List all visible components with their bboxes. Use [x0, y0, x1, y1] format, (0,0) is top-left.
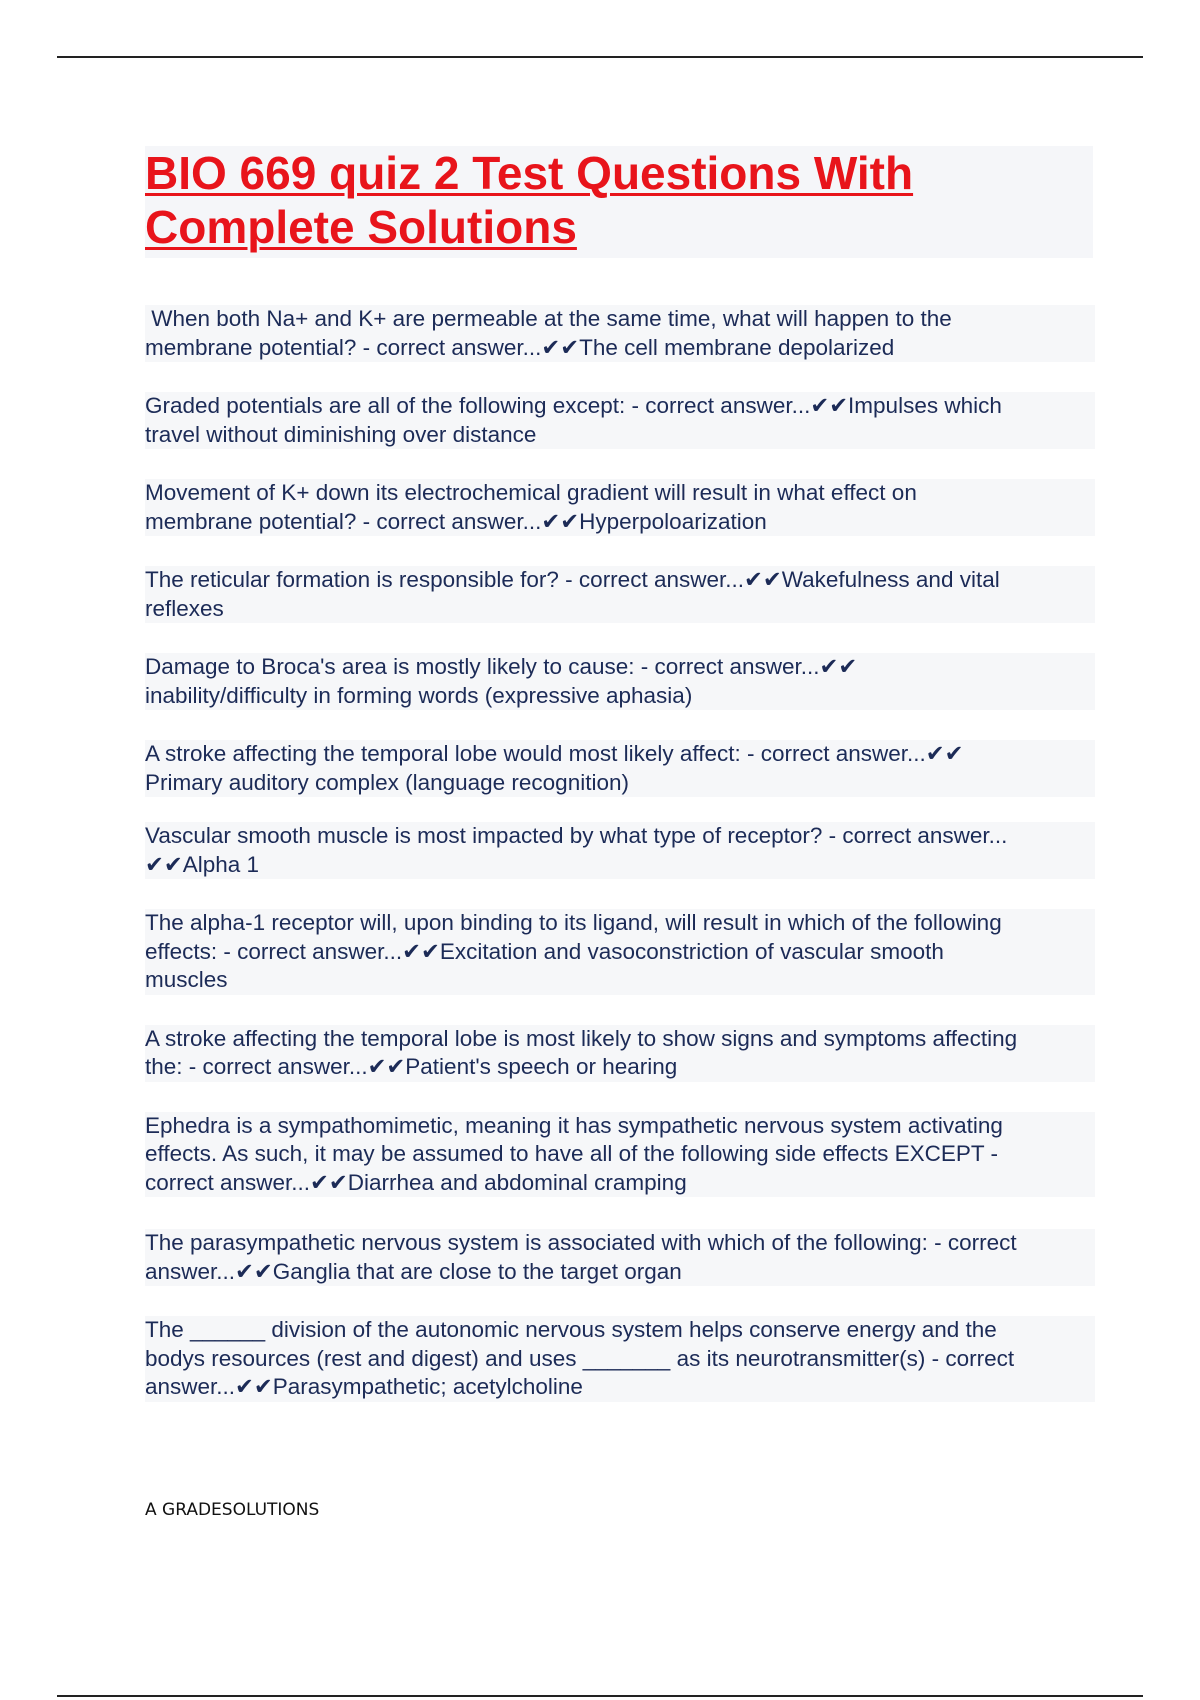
qa-entry-7: Vascular smooth muscle is most impacted by what type of receptor? - correct answer... ✔✔Alpha 1 — [145, 822, 1095, 879]
qa-entry-8: The alpha-1 receptor will, upon binding to its ligand, will result in which of the following effects: - correct answer...✔✔Excitation and vasoconstriction of vascular smooth muscles — [145, 909, 1095, 995]
qa-entry-6: A stroke affecting the temporal lobe would most likely affect: - correct answer...✔✔ Primary auditory complex (language recognition) — [145, 740, 1095, 797]
question-answer-list — [145, 305, 1095, 1402]
qa-entry-10: Ephedra is a sympathomimetic, meaning it has sympathetic nervous system activating effects. As such, it may be assumed to have all of the following side effects EXCEPT - correct answer...✔✔Diarrhea and abdominal cramping — [145, 1112, 1095, 1198]
title-line-1: BIO 669 quiz 2 Test Questions With — [145, 147, 914, 199]
top-rule — [57, 56, 1143, 58]
title-line-2: Complete Solutions — [145, 201, 577, 253]
document-title — [145, 146, 1093, 254]
qa-entry-2: Graded potentials are all of the following except: - correct answer...✔✔Impulses which travel without diminishing over distance — [145, 392, 1095, 449]
qa-entry-1: When both Na+ and K+ are permeable at the same time, what will happen to the membrane potential? - correct answer...✔✔The cell membrane depolarized — [145, 305, 1095, 362]
qa-entry-5: Damage to Broca's area is mostly likely to cause: - correct answer...✔✔ inability/difficulty in forming words (expressive aphasia) — [145, 653, 1095, 710]
qa-entry-4: The reticular formation is responsible for? - correct answer...✔✔Wakefulness and vital reflexes — [145, 566, 1095, 623]
qa-entry-9: A stroke affecting the temporal lobe is most likely to show signs and symptoms affecting the: - correct answer...✔✔Patient's speech or hearing — [145, 1025, 1095, 1082]
qa-entry-3: Movement of K+ down its electrochemical gradient will result in what effect on membrane potential? - correct answer...✔✔Hyperpoloarization — [145, 479, 1095, 536]
title-block — [145, 146, 1093, 258]
qa-entry-11: The parasympathetic nervous system is associated with which of the following: - correct answer...✔✔Ganglia that are close to the target organ — [145, 1229, 1095, 1286]
qa-entry-12: The ______ division of the autonomic nervous system helps conserve energy and the bodys resources (rest and digest) and uses _______ as its neurotransmitter(s) - correct answer...✔✔Parasympathetic; acetylcholine — [145, 1316, 1095, 1402]
bottom-rule — [57, 1695, 1143, 1697]
footer-label: A GRADESOLUTIONS — [145, 1500, 320, 1520]
